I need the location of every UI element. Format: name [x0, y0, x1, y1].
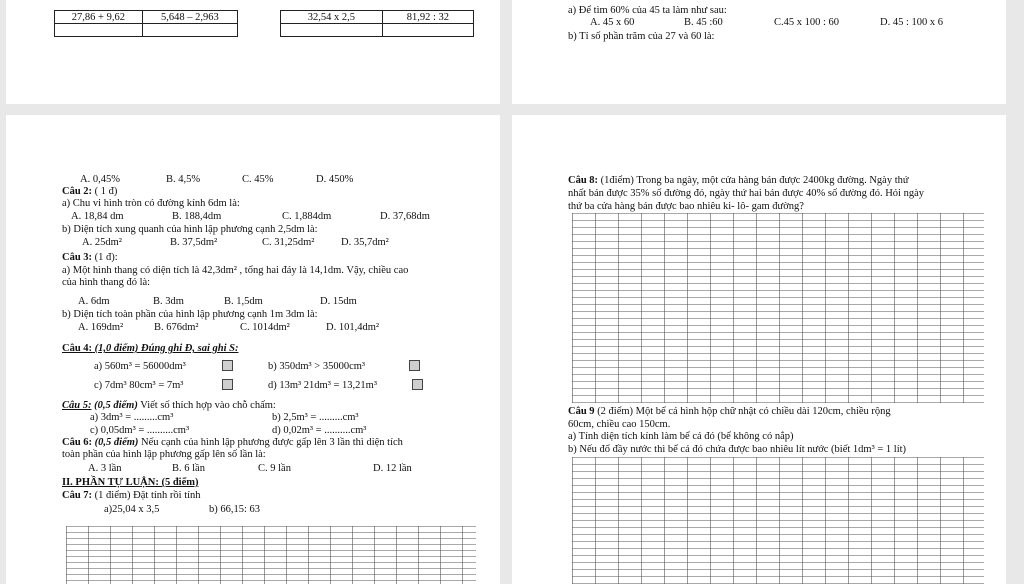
question-7-heading: Câu 7: (1 điểm) Đặt tính rồi tính [62, 490, 201, 501]
question-5-heading: Câu 5: (0,5 điểm) Viết số thích hợp vào chỗ chấm: [62, 400, 276, 411]
page-bottom-left [6, 115, 500, 584]
question-6-cont: toàn phần của hình lập phương gấp lên số lần là: [62, 449, 266, 460]
work-grid [572, 457, 984, 584]
answer-checkbox[interactable] [222, 360, 233, 371]
option: B. 6 lần [172, 463, 205, 474]
question-9-line-1: Câu 9 (2 điểm) Một bể cá hình hộp chữ nhật có chiều dài 120cm, chiều rộng [568, 406, 891, 417]
option: C. 45% [242, 174, 274, 185]
question-9-line-2: 60cm, chiều cao 150cm. [568, 419, 671, 430]
option: A. 3 lần [88, 463, 122, 474]
option: A. 6dm [78, 296, 110, 307]
option: C. 31,25dm² [262, 237, 315, 248]
question-3a-cont: của hình thang đó là: [62, 277, 151, 288]
calc-table-b [280, 10, 474, 37]
fill-item: a) 3dm³ = .........cm³ [90, 412, 174, 423]
option: A. 169dm² [78, 322, 124, 333]
option: B. 45 :60 [684, 17, 723, 28]
calc-cell: 81,92 : 32 [382, 11, 473, 24]
option: C.45 x 100 : 60 [774, 17, 840, 28]
section-heading: II. PHẦN TỰ LUẬN: (5 điểm) [62, 477, 199, 488]
question-6a: a) Để tìm 60% của 45 ta làm như sau: [568, 5, 727, 16]
option: C. 1,884dm [282, 211, 332, 222]
question-3b: b) Diện tích toàn phần của hình lập phương cạnh 1m 3dm là: [62, 309, 318, 320]
question-2a: a) Chu vi hình tròn có đường kính 6dm là: [62, 198, 240, 209]
calc-cell: 27,86 + 9,62 [55, 11, 143, 24]
true-false-item: b) 350dm³ > 35000cm³ [268, 361, 366, 372]
question-2-heading: Câu 2: ( 1 đ) [62, 186, 118, 197]
option: B. 37,5dm² [170, 237, 218, 248]
question-6b: b) Tỉ số phần trăm của 27 và 60 là: [568, 31, 715, 42]
option: D. 45 : 100 x 6 [880, 17, 943, 28]
question-2b: b) Diện tích xung quanh của hình lập phương cạnh 2,5dm là: [62, 224, 318, 235]
fill-item: c) 0,05dm³ = ..........cm³ [90, 425, 190, 436]
work-grid [572, 213, 984, 403]
calc-cell: 5,648 – 2,963 [142, 11, 237, 24]
fill-item: d) 0,02m³ = ..........cm³ [272, 425, 367, 436]
option: A. 18,84 dm [71, 211, 124, 222]
question-8-line-1: Câu 8: (1điểm) Trong ba ngày, một cửa hàng bán được 2400kg đường. Ngày thứ [568, 175, 909, 186]
calc-cell-empty [142, 24, 237, 37]
question-8-line-3: thứ ba cửa hàng bán được bao nhiêu ki- lô- gam đường? [568, 201, 804, 212]
option: D. 12 lần [373, 463, 412, 474]
fill-item: b) 2,5m³ = .........cm³ [272, 412, 359, 423]
option: B. 188,4dm [172, 211, 222, 222]
option: D. 450% [316, 174, 354, 185]
question-9a: a) Tính diện tích kính làm bể cá đó (bể không có nắp) [568, 431, 794, 442]
calc-item: a)25,04 x 3,5 [104, 504, 160, 515]
option: A. 0,45% [80, 174, 120, 185]
page-bottom-right [512, 115, 1006, 584]
answer-checkbox[interactable] [409, 360, 420, 371]
answer-checkbox[interactable] [222, 379, 233, 390]
calc-table-a [54, 10, 238, 37]
calc-cell-empty [55, 24, 143, 37]
question-3a: a) Một hình thang có diện tích là 42,3dm² , tổng hai đáy là 14,1dm. Vậy, chiều cao [62, 265, 409, 276]
answer-checkbox[interactable] [412, 379, 423, 390]
calc-item: b) 66,15: 63 [209, 504, 261, 515]
true-false-item: c) 7dm³ 80cm³ = 7m³ [94, 380, 184, 391]
option: B. 3dm [153, 296, 184, 307]
true-false-item: d) 13m³ 21dm³ = 13,21m³ [268, 380, 377, 391]
page-top-right [512, 0, 1006, 104]
page-top-left [6, 0, 500, 104]
option: D. 15dm [320, 296, 357, 307]
option: C. 1014dm² [240, 322, 290, 333]
option: D. 101,4dm² [326, 322, 380, 333]
option: D. 35,7dm² [341, 237, 389, 248]
question-6-heading: Câu 6: (0,5 điểm) Nếu cạnh của hình lập phương được gấp lên 3 lần thì diện tích [62, 437, 403, 448]
calc-cell-empty [382, 24, 473, 37]
option: B. 1,5dm [224, 296, 263, 307]
option: A. 25dm² [82, 237, 122, 248]
option: B. 676dm² [154, 322, 199, 333]
option: A. 45 x 60 [590, 17, 635, 28]
true-false-item: a) 560m³ = 56000dm³ [94, 361, 186, 372]
option: C. 9 lần [258, 463, 291, 474]
calc-cell: 32,54 x 2,5 [281, 11, 383, 24]
question-3-heading: Câu 3: (1 đ): [62, 252, 118, 263]
question-8-line-2: nhất bán được 35% số đường đó, ngày thứ hai bán được 40% số đường đó. Hỏi ngày [568, 188, 924, 199]
work-grid [66, 526, 476, 584]
option: B. 4,5% [166, 174, 201, 185]
question-4-heading: Câu 4: (1,0 điểm) Đúng ghi Đ, sai ghi S: [62, 343, 239, 354]
question-9b: b) Nếu đổ đầy nước thì bể cá đó chứa được bao nhiêu lít nước (biết 1dm³ = 1 lít) [568, 444, 907, 455]
calc-cell-empty [281, 24, 383, 37]
option: D. 37,68dm [380, 211, 430, 222]
